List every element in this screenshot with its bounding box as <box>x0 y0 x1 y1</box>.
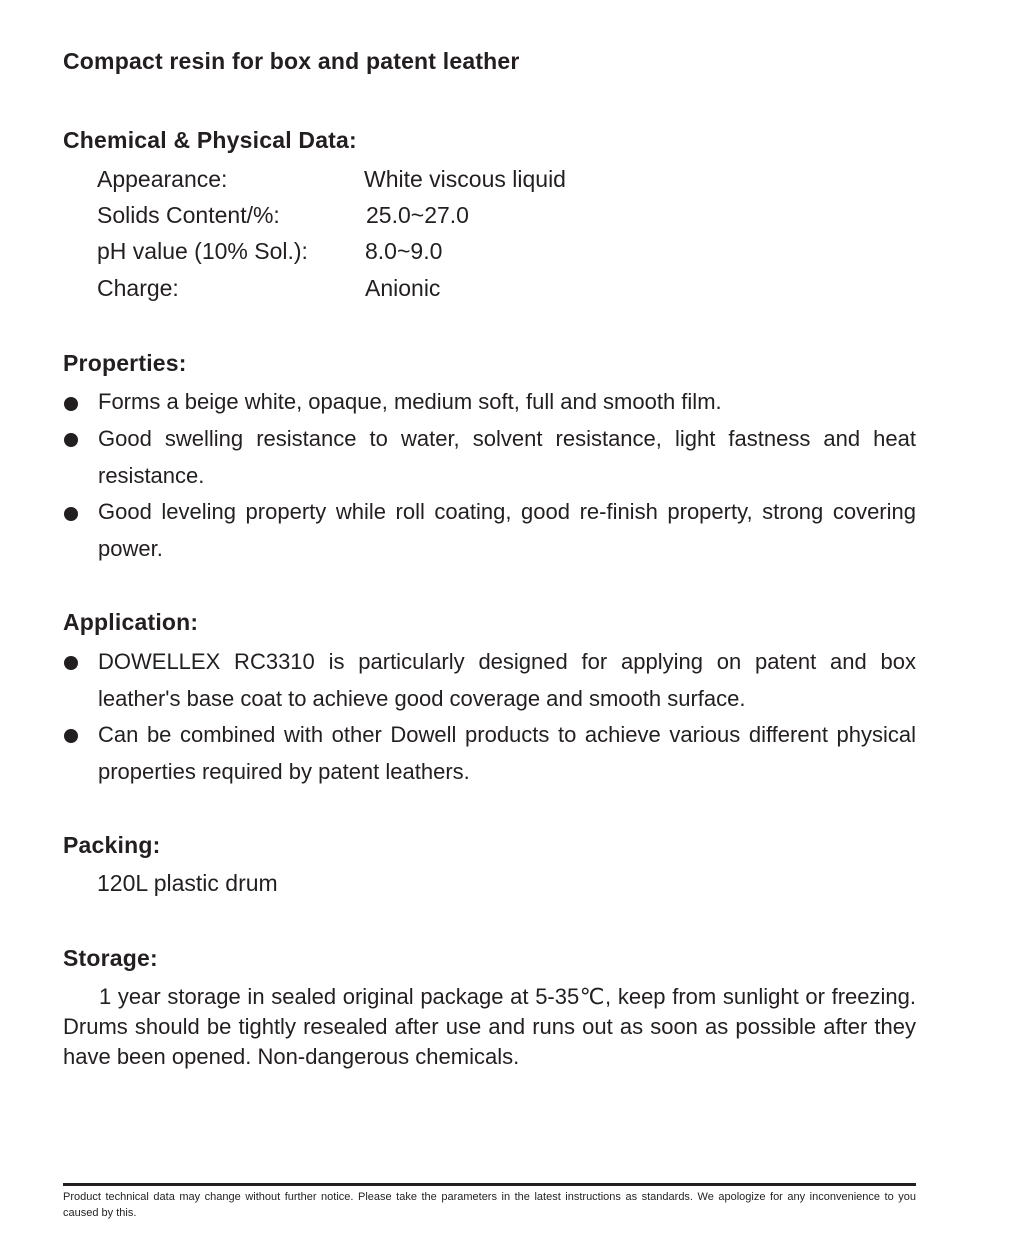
chemical-label: Solids Content/%: <box>97 202 280 228</box>
list-item-text: Forms a beige white, opaque, medium soft, full and smooth film. <box>98 389 722 414</box>
application-heading: Application: <box>63 609 199 635</box>
bullet-icon <box>64 729 78 743</box>
bullet-icon <box>64 507 78 521</box>
bullet-icon <box>64 397 78 411</box>
list-item-text: DOWELLEX RC3310 is particularly designed for applying on patent and box leather's base coat to achieve good coverage and smooth surface. <box>98 649 916 711</box>
chemical-label: Appearance: <box>97 166 228 192</box>
properties-heading: Properties: <box>63 350 187 376</box>
footer-divider <box>63 1183 916 1186</box>
storage-text: 1 year storage in sealed original package at 5-35℃, keep from sunlight or freezing. Drums should be tightly resealed after use and runs out as soon as possible after they have been opened. Non-dangerous chemicals. <box>63 984 916 1069</box>
chemical-value: White viscous liquid <box>364 166 566 192</box>
list-item-text: Can be combined with other Dowell products to achieve various different physical properties required by patent leathers. <box>98 722 916 784</box>
footer-note: Product technical data may change without further notice. Please take the parameters in the latest instructions as standards. We apologize for any inconvenience to you caused by this. <box>63 1191 916 1219</box>
page-title: Compact resin for box and patent leather <box>63 48 520 74</box>
chemical-label: Charge: <box>97 275 179 301</box>
storage-heading: Storage: <box>63 945 158 971</box>
chemical-value: Anionic <box>365 275 441 301</box>
list-item-text: Good swelling resistance to water, solvent resistance, light fastness and heat resistance. <box>98 426 916 488</box>
packing-text: 120L plastic drum <box>97 870 278 896</box>
chemical-label: pH value (10% Sol.): <box>97 238 308 264</box>
bullet-icon <box>64 433 78 447</box>
bullet-icon <box>64 656 78 670</box>
chemical-data-heading: Chemical & Physical Data: <box>63 127 357 153</box>
chemical-value: 8.0~9.0 <box>365 238 443 264</box>
chemical-value: 25.0~27.0 <box>366 202 469 228</box>
packing-heading: Packing: <box>63 832 161 858</box>
list-item-text: Good leveling property while roll coating, good re-finish property, strong covering power. <box>98 499 916 561</box>
